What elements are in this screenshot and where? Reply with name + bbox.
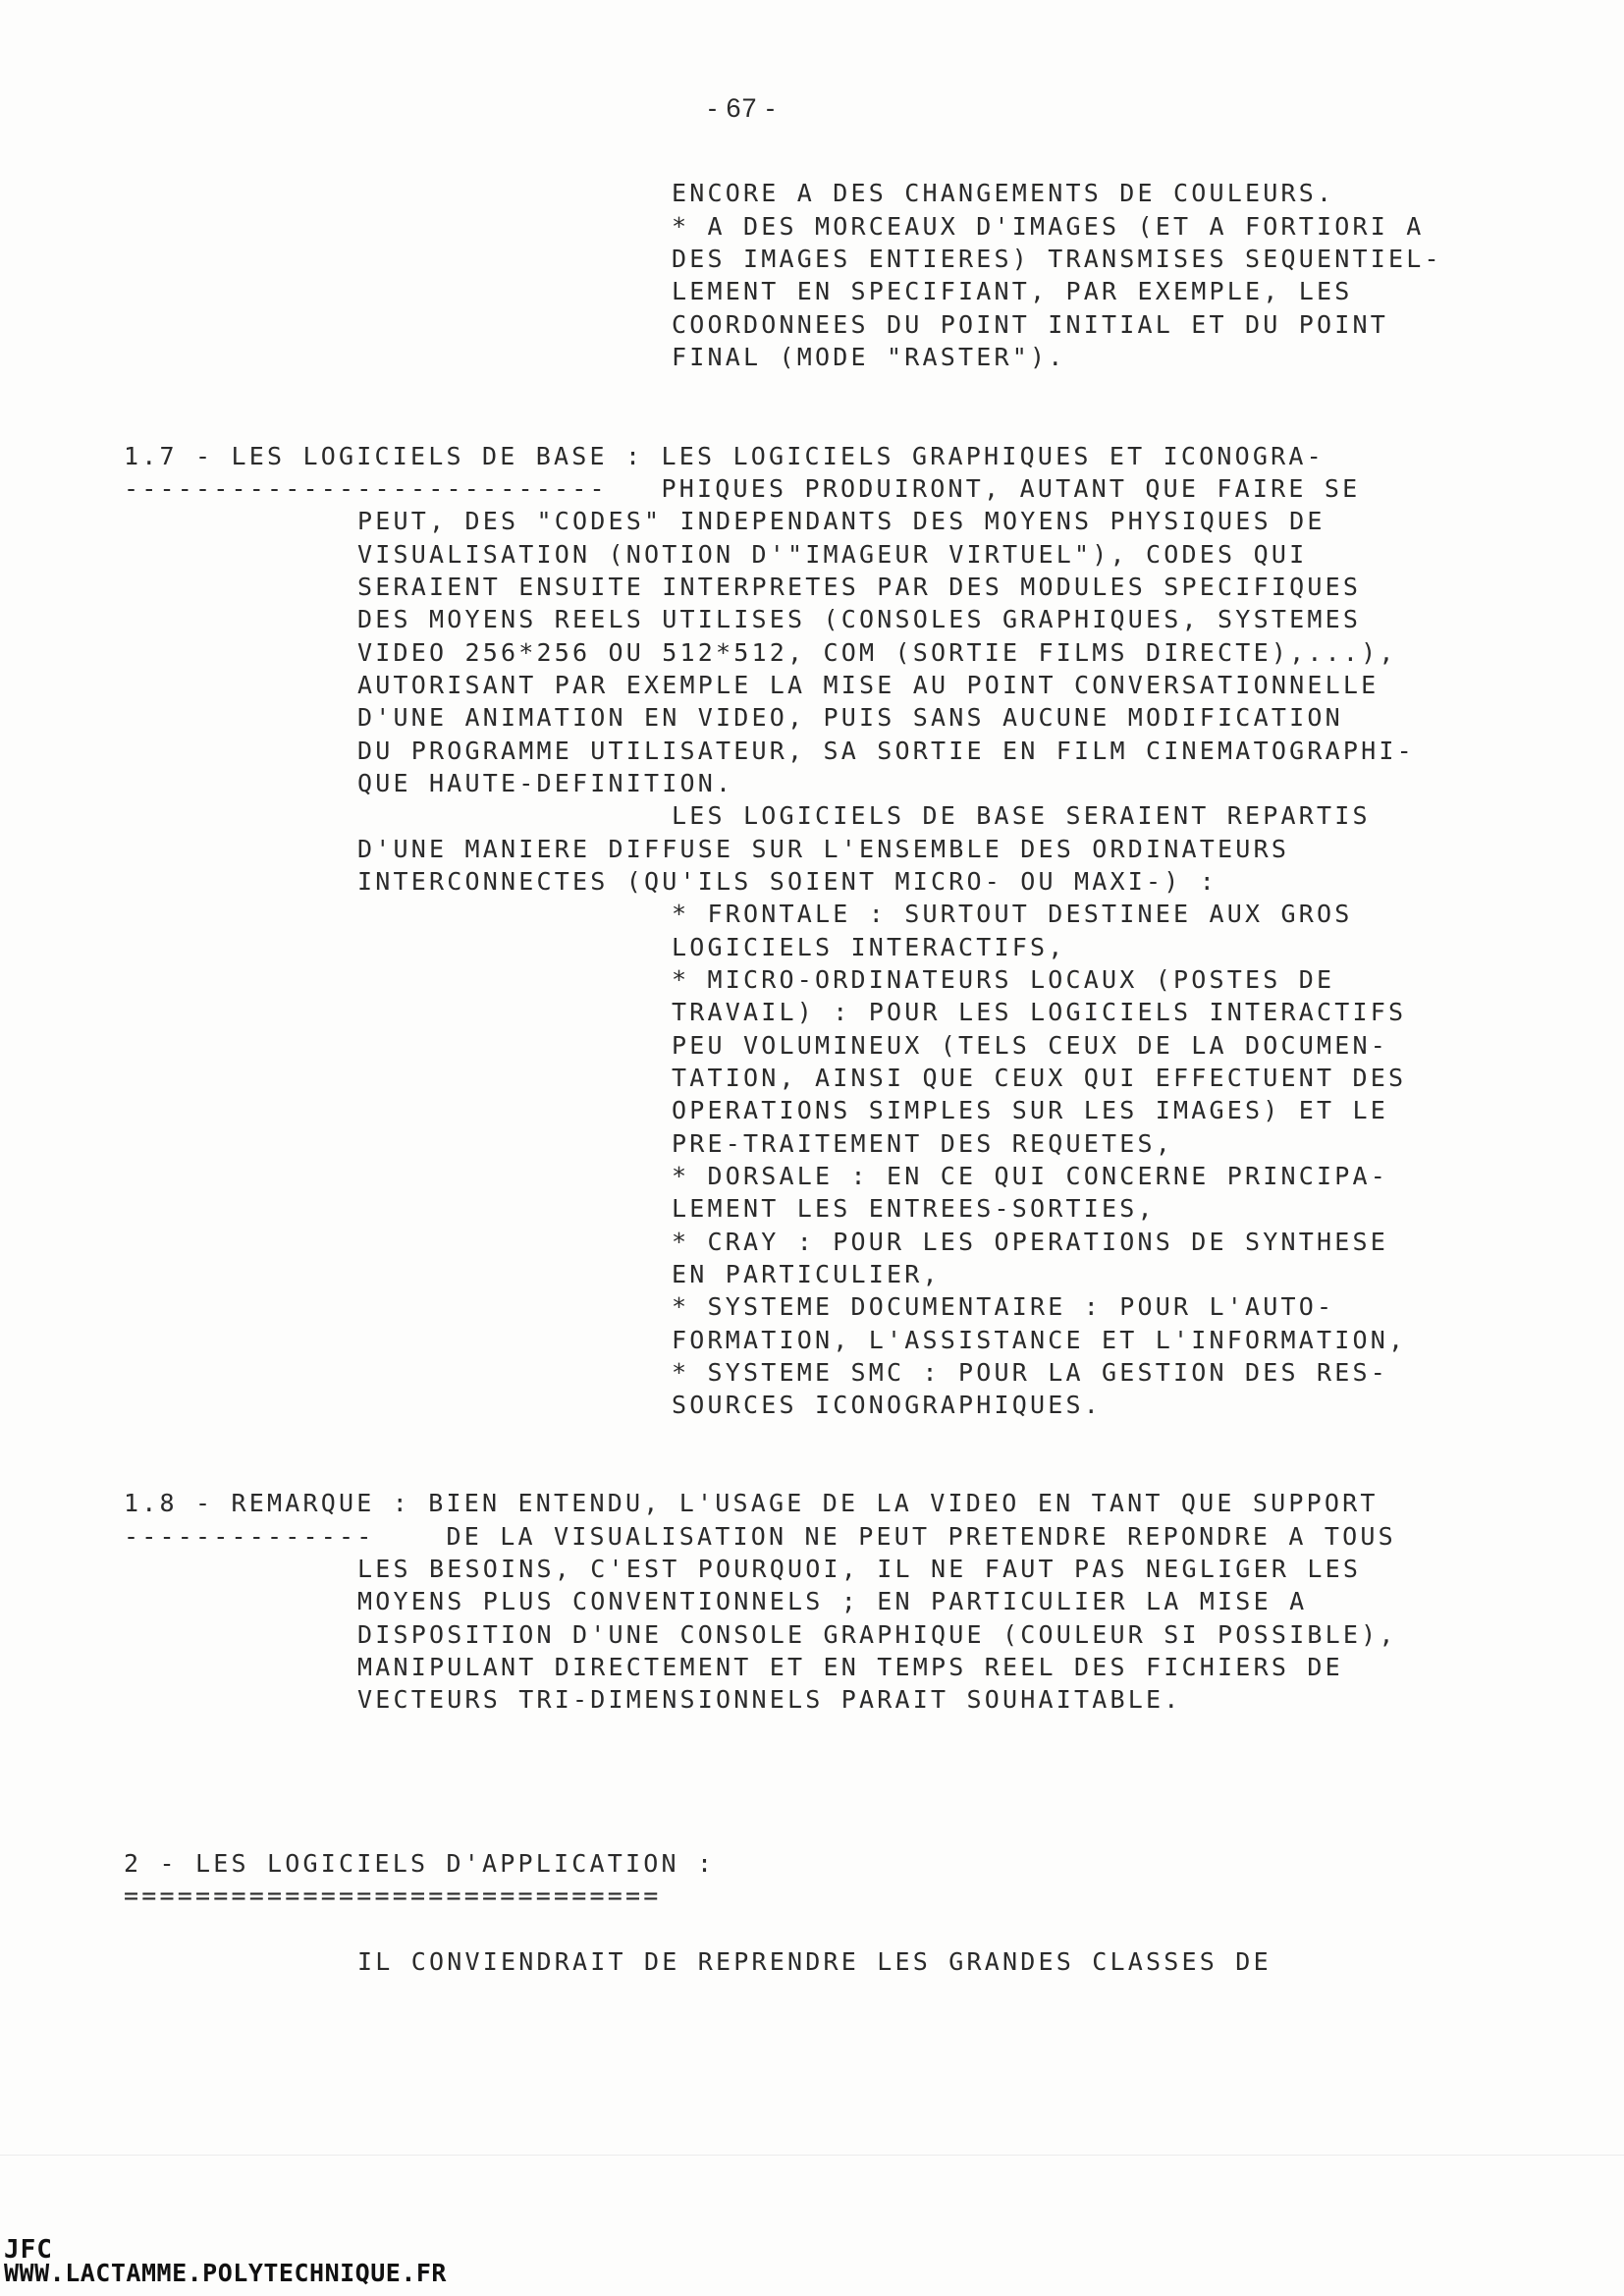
section-heading: 2 - LES LOGICIELS D'APPLICATION :	[124, 1849, 716, 1878]
text-line: VECTEURS TRI-DIMENSIONNELS PARAIT SOUHAITABLE.	[357, 1685, 1182, 1714]
section-heading: 1.8 - REMARQUE : BIEN ENTENDU, L'USAGE DE LA VIDEO EN TANT QUE SUPPORT	[124, 1489, 1379, 1517]
text-line: * MICRO-ORDINATEURS LOCAUX (POSTES DE	[672, 965, 1335, 994]
text-line: PEUT, DES "CODES" INDEPENDANTS DES MOYENS PHYSIQUES DE	[357, 507, 1326, 535]
text-line: QUE HAUTE-DEFINITION.	[357, 769, 734, 797]
text-line: * SYSTEME DOCUMENTAIRE : POUR L'AUTO-	[672, 1292, 1335, 1321]
text-line: FINAL (MODE "RASTER").	[672, 343, 1066, 371]
watermark-url: WWW.LACTAMME.POLYTECHNIQUE.FR	[4, 2259, 447, 2287]
text-line: VIDEO 256*256 OU 512*512, COM (SORTIE FILMS DIRECTE),...),	[357, 638, 1397, 667]
text-line: D'UNE ANIMATION EN VIDEO, PUIS SANS AUCUNE MODIFICATION	[357, 703, 1343, 732]
text-line: * DORSALE : EN CE QUI CONCERNE PRINCIPA-	[672, 1162, 1389, 1190]
text-line: LES LOGICIELS DE BASE SERAIENT REPARTIS	[672, 801, 1371, 830]
text-line: * CRAY : POUR LES OPERATIONS DE SYNTHESE	[672, 1228, 1389, 1256]
text-line: LOGICIELS INTERACTIFS,	[672, 933, 1066, 961]
scan-edge-line	[0, 2155, 1624, 2156]
text-line: DES IMAGES ENTIERES) TRANSMISES SEQUENTIEL-	[672, 245, 1442, 273]
section-heading: 1.7 - LES LOGICIELS DE BASE : LES LOGICIELS GRAPHIQUES ET ICONOGRA-	[124, 442, 1325, 470]
text-line: INTERCONNECTES (QU'ILS SOIENT MICRO- OU MAXI-) :	[357, 867, 1218, 896]
text-line: EN PARTICULIER,	[672, 1260, 941, 1288]
text-line: DU PROGRAMME UTILISATEUR, SA SORTIE EN FILM CINEMATOGRAPHI-	[357, 737, 1415, 765]
text-line: FORMATION, L'ASSISTANCE ET L'INFORMATION,	[672, 1326, 1407, 1354]
text-line: PEU VOLUMINEUX (TELS CEUX DE LA DOCUMEN-	[672, 1031, 1389, 1060]
text-line: SERAIENT ENSUITE INTERPRETES PAR DES MODULES SPECIFIQUES	[357, 573, 1362, 601]
text-line: DES MOYENS REELS UTILISES (CONSOLES GRAPHIQUES, SYSTEMES	[357, 605, 1362, 633]
text-line: D'UNE MANIERE DIFFUSE SUR L'ENSEMBLE DES ORDINATEURS	[357, 835, 1290, 863]
text-line: PRE-TRAITEMENT DES REQUETES,	[672, 1129, 1174, 1158]
text-line: LEMENT LES ENTREES-SORTIES,	[672, 1194, 1156, 1223]
text-line: TATION, AINSI QUE CEUX QUI EFFECTUENT DES	[672, 1064, 1407, 1092]
text-line: * FRONTALE : SURTOUT DESTINEE AUX GROS	[672, 900, 1353, 928]
heading-underline: --------------------------- PHIQUES PRODUIRONT, AUTANT QUE FAIRE SE	[124, 474, 1361, 503]
text-line: VISUALISATION (NOTION D'"IMAGEUR VIRTUEL"), CODES QUI	[357, 540, 1308, 569]
heading-underline: -------------- DE LA VISUALISATION NE PEUT PRETENDRE REPONDRE A TOUS	[124, 1522, 1396, 1551]
text-line: * SYSTEME SMC : POUR LA GESTION DES RES-	[672, 1358, 1389, 1387]
text-line: SOURCES ICONOGRAPHIQUES.	[672, 1391, 1103, 1419]
text-line: COORDONNEES DU POINT INITIAL ET DU POINT	[672, 310, 1389, 339]
text-line: * A DES MORCEAUX D'IMAGES (ET A FORTIORI A	[672, 212, 1425, 241]
text-line: LES BESOINS, C'EST POURQUOI, IL NE FAUT PAS NEGLIGER LES	[357, 1555, 1362, 1583]
heading-underline: ==============================	[124, 1882, 662, 1910]
text-line: TRAVAIL) : POUR LES LOGICIELS INTERACTIFS	[672, 998, 1407, 1026]
text-line: OPERATIONS SIMPLES SUR LES IMAGES) ET LE	[672, 1096, 1389, 1124]
text-line: MANIPULANT DIRECTEMENT ET EN TEMPS REEL DES FICHIERS DE	[357, 1653, 1343, 1681]
text-line: LEMENT EN SPECIFIANT, PAR EXEMPLE, LES	[672, 277, 1353, 305]
text-line: IL CONVIENDRAIT DE REPRENDRE LES GRANDES CLASSES DE	[357, 1947, 1272, 1976]
text-line: AUTORISANT PAR EXEMPLE LA MISE AU POINT CONVERSATIONNELLE	[357, 671, 1380, 699]
text-line: ENCORE A DES CHANGEMENTS DE COULEURS.	[672, 179, 1335, 207]
text-line: DISPOSITION D'UNE CONSOLE GRAPHIQUE (COULEUR SI POSSIBLE),	[357, 1620, 1397, 1649]
watermark-logo: JFC	[4, 2235, 53, 2265]
page-number: - 67 -	[708, 93, 777, 123]
text-line: MOYENS PLUS CONVENTIONNELS ; EN PARTICULIER LA MISE A	[357, 1587, 1308, 1615]
